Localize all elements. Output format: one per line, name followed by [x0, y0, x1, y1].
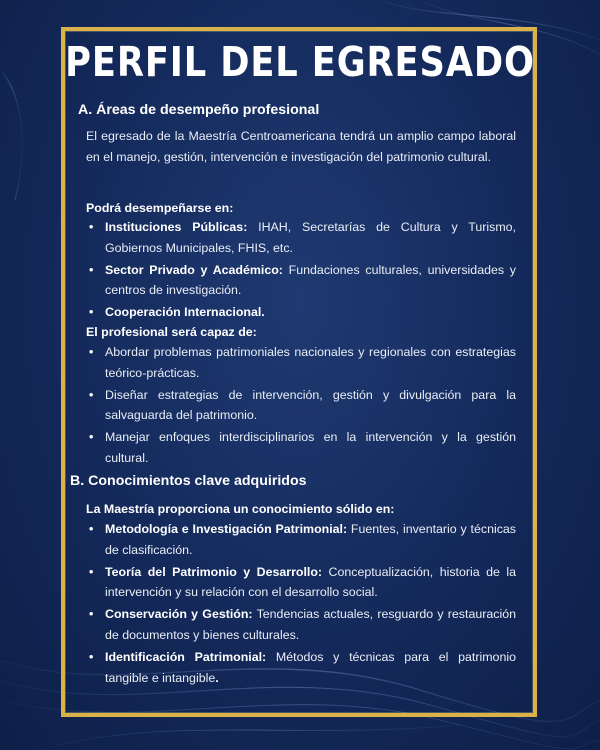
item-tail: . [215, 670, 219, 685]
item-text: IHAH, Secretarías de Cultura y Turismo, Gobiernos Municipales, FHIS, etc. [105, 220, 517, 255]
item-label: Conservación y Gestión: [105, 607, 253, 622]
item-text: Fundaciones culturales, universidades y centros de investigación. [105, 262, 517, 298]
section-b-heading: B. Conocimientos clave adquiridos [70, 473, 307, 489]
list-item [86, 604, 516, 646]
can-work-label: Podrá desempeñarse en: [86, 201, 234, 215]
work-areas-list [86, 217, 516, 324]
item-label: Metodología e Investigación Patrimonial: [105, 522, 348, 536]
page-title: PERFIL DEL EGRESADO [65, 38, 535, 86]
list-item: • Abordar problemas patrimoniales nacionales y regionales con estrategias teórico-prácticas. [86, 342, 516, 384]
section-a-intro: El egresado de la Maestría Centroamericana tendrá un amplio campo laboral en el manejo, gestión, intervención e investigación del patrimonio cultural. [86, 129, 516, 164]
list-item [86, 562, 516, 604]
list-item [86, 647, 516, 689]
capable-label: El profesional será capaz de: [86, 325, 257, 339]
item-label: Teoría del Patrimonio y Desarrollo: [105, 564, 323, 579]
list-item [86, 302, 516, 323]
item-text: Métodos y técnicas para el patrimonio tangible e intangible [105, 649, 516, 685]
item-text: Tendencias actuales, resguardo y restauración de documentos y bienes culturales. [105, 607, 516, 642]
capabilities-list [86, 342, 516, 470]
knowledge-list [86, 519, 516, 689]
list-item [86, 260, 516, 302]
section-b-intro: La Maestría proporciona un conocimiento sólido en: [86, 502, 395, 516]
list-item: • Manejar enfoques interdisciplinarios en la intervención y la gestión cultural. [86, 427, 516, 469]
item-label: Instituciones Públicas: [105, 220, 248, 234]
item-text: Conceptualización, historia de la intervención y su relación con el desarrollo social. [105, 564, 517, 600]
list-item: • Diseñar estrategias de intervención, gestión y divulgación para la salvaguarda del patrimonio. [86, 385, 516, 427]
list-item [86, 217, 516, 259]
item-label: Cooperación Internacional. [105, 305, 265, 320]
item-text: Fuentes, inventario y técnicas de clasificación. [105, 522, 516, 557]
list-item [86, 519, 516, 561]
item-label: Sector Privado y Académico: [105, 262, 283, 277]
section-a-heading: A. Áreas de desempeño profesional [78, 102, 320, 118]
item-label: Identificación Patrimonial: [105, 649, 267, 664]
